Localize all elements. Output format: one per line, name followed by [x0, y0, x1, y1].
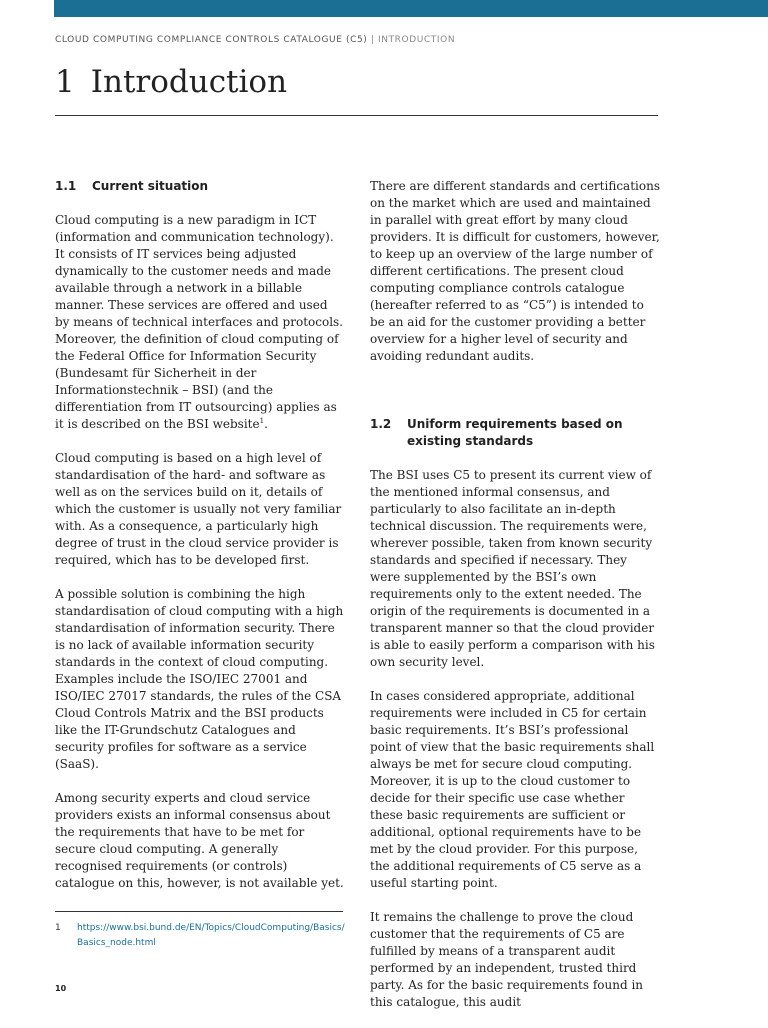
running-header: [55, 35, 455, 45]
paragraph: Among security experts and cloud service providers exists an informal consensus about the requirements that have to be met for secure cloud computing. A generally recognised requirements (or controls) catalogue on this, however, is not available yet.: [55, 791, 344, 890]
paragraph: A possible solution is combining the high standardisation of cloud computing with a high standardisation of information security. There is no lack of available information security standards in the context of cloud computing. Examples include the ISO/IEC 27001 and ISO/IEC 27017 standards, the rules of the CSA Cloud Controls Matrix and the BSI products like the IT-Grundschutz Catalogues and security profiles for software as a service (SaaS).: [55, 587, 344, 771]
chapter-number: 1: [55, 64, 75, 100]
section-number: 1.1: [55, 179, 77, 193]
chapter-title: [55, 64, 287, 100]
section-heading-1-1: [55, 178, 345, 195]
section-title: Uniform requirements based on existing standards: [407, 417, 623, 448]
paragraph: It remains the challenge to prove the cloud customer that the requirements of C5 are fulfilled by means of a transparent audit performed by an independent, trusted third party. As for the basic requirements found in this catalogue, this audit: [370, 910, 644, 1009]
paragraph: The BSI uses C5 to present its current view of the mentioned informal consensus, and particularly to also facilitate an in-depth technical discussion. The requirements were, wherever possible, taken from known security standards and specified if necessary. They were supplemented by the BSI’s own requirements only to the extent needed. The origin of the requirements is documented in a transparent manner so that the cloud provider is able to easily perform a comparison with his own security level.: [370, 468, 655, 669]
footnote-rule: [55, 911, 343, 912]
running-header-document: CLOUD COMPUTING COMPLIANCE CONTROLS CATALOGUE (C5): [55, 35, 368, 45]
left-column: [55, 178, 345, 909]
footnote-reference[interactable]: 1: [259, 417, 265, 425]
chapter-title-text: Introduction: [90, 64, 288, 100]
paragraph-text: Cloud computing is a new paradigm in ICT (information and communication technology). It consists of IT services being adjusted dynamically to the customer needs and made available through a network in a billable manner. These services are offered and used by means of technical interfaces and protocols. Moreover, the definition of cloud computing of the Federal Office for Information Security (Bundesamt für Sicherheit in der Informationstechnik – BSI) (and the differentiation from IT outsourcing) applies as it is described on the BSI website: [55, 213, 343, 431]
paragraph-end: .: [264, 417, 268, 431]
running-header-separator: |: [370, 35, 375, 45]
footnote: [55, 921, 345, 951]
running-header-section: INTRODUCTION: [377, 35, 456, 45]
title-rule: [55, 115, 658, 116]
section-number: 1.2: [370, 417, 392, 431]
header-color-bar: [54, 0, 768, 17]
paragraph: Cloud computing is based on a high level of standardisation of the hard- and software as well as on the services build on it, details of which the customer is usually not very familiar with. As a consequence, a particularly high degree of trust in the cloud service provider is required, which has to be developed first.: [55, 451, 342, 567]
right-column: [370, 178, 660, 1028]
paragraph: There are different standards and certifications on the market which are used and maintained in parallel with great effort by many cloud providers. It is difficult for customers, however, to keep up an overview of the large number of different certifications. The present cloud computing compliance controls catalogue (hereafter referred to as “C5”) is intended to be an aid for the customer providing a better overview for a higher level of security and avoiding redundant audits.: [370, 179, 660, 363]
footnote-link[interactable]: https://www.bsi.bund.de/EN/Topics/CloudComputing/Basics/Basics_node.html: [77, 923, 345, 948]
footnote-number: 1: [55, 923, 61, 933]
section-heading-1-2: [370, 416, 660, 450]
page-number: 10: [55, 984, 67, 993]
paragraph: [55, 212, 345, 433]
section-title: Current situation: [92, 179, 209, 193]
paragraph: In cases considered appropriate, additional requirements were included in C5 for certain basic requirements. It’s BSI’s professional point of view that the basic requirements shall always be met for secure cloud computing. Moreover, it is up to the cloud customer to decide for their specific use case whether these basic requirements are sufficient or additional, optional requirements have to be met by the cloud provider. For this purpose, the additional requirements of C5 serve as a useful starting point.: [370, 689, 655, 890]
